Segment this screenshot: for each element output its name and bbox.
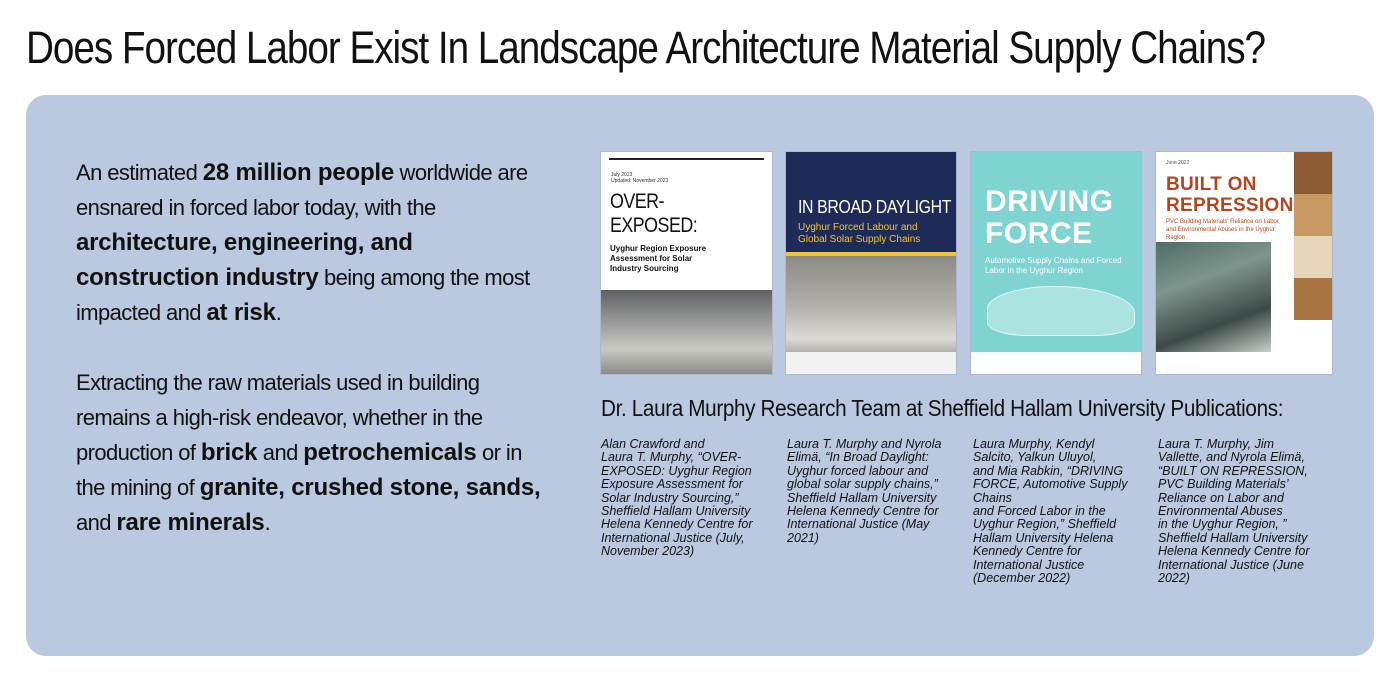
text-run: Extracting the raw materials used in building remains a high-risk endeavor, whether in the production of: [76, 370, 483, 465]
wood-swatch: [1294, 278, 1332, 320]
emphasis-materials: granite, crushed stone, sands,: [199, 474, 541, 501]
cover-photo-plant: [1156, 242, 1271, 352]
emphasis-at-risk: at risk: [206, 299, 276, 326]
wood-swatch: [1294, 194, 1332, 236]
cover-footer: [1156, 352, 1332, 374]
cover-in-broad-daylight[interactable]: [786, 152, 956, 374]
text-run: or in the mining of: [76, 440, 522, 500]
emphasis-28-million: 28 million people: [202, 159, 395, 186]
cover-footer: [786, 352, 956, 374]
emphasis-aec-industry: architecture, engineering, and construction industry: [76, 229, 413, 291]
intro-paragraph-2: [76, 365, 546, 540]
cover-subtitle: Automotive Supply Chains and Forced Labor in the Uyghur Region: [985, 256, 1122, 275]
text-run: An estimated: [76, 160, 203, 185]
text-run: .: [264, 510, 271, 535]
citation-4: Laura T. Murphy, Jim Vallette, and Nyrola Elimä, “BUILT ON REPRESSION, PVC Building Materials’ Reliance on Labor and Environmental Abuses in the Uyghur Region, ” Sheffield Hallam University Helena Kennedy Centre for International Justice (June 2022): [1158, 437, 1310, 586]
wood-swatch: [1294, 152, 1332, 194]
cover-rule: [609, 158, 764, 160]
cover-date: June 2022: [1166, 160, 1190, 166]
cover-subtitle: Uyghur Forced Labour and Global Solar Supply Chains: [798, 222, 921, 245]
cover-driving-force[interactable]: [971, 152, 1141, 374]
cover-title: DRIVING FORCE: [985, 185, 1114, 250]
intro-text: [76, 155, 546, 575]
cover-subtitle: PVC Building Materials' Reliance on Labor and Environmental Abuses in the Uyghur Region: [1166, 219, 1279, 241]
cover-photo-workers: [601, 290, 772, 374]
citation-2: Laura T. Murphy and Nyrola Elimä, “In Broad Daylight: Uyghur forced labour and global solar supply chains,” Sheffield Hallam University Helena Kennedy Centre for International Justice (May 2021): [787, 437, 942, 545]
cover-title: IN BROAD DAYLIGHT: [798, 197, 952, 217]
report-covers: [601, 152, 1331, 374]
citation-3: Laura Murphy, Kendyl Salcito, Yalkun Uluyol, and Mia Rabkin, “DRIVING FORCE, Automotive Supply Chains and Forced Labor in the Uyghur Region,” Sheffield Hallam University Helena Kennedy Centre for International Justice (December 2022): [973, 437, 1128, 586]
wood-swatch: [1294, 236, 1332, 278]
emphasis-petrochemicals: petrochemicals: [303, 439, 477, 466]
citation-1: Alan Crawford and Laura T. Murphy, “OVER- EXPOSED: Uyghur Region Exposure Assessment for Solar Industry Sourcing,” Sheffield Hallam University Helena Kennedy Centre for International Justice (July, November 2023): [601, 437, 753, 559]
text-run: .: [275, 300, 282, 325]
cover-title: OVER- EXPOSED:: [610, 190, 698, 237]
cover-built-on-repression[interactable]: [1156, 152, 1332, 374]
car-illustration: [987, 286, 1135, 336]
text-run: being among the most impacted and: [76, 265, 530, 325]
text-run: worldwide are ensnared in forced labor today, with the: [76, 160, 528, 220]
emphasis-brick: brick: [200, 439, 258, 466]
emphasis-rare-minerals: rare minerals: [116, 509, 265, 536]
page-title: Does Forced Labor Exist In Landscape Architecture Material Supply Chains?: [26, 22, 1266, 73]
cover-date: July 2023 Updated: November 2023: [611, 172, 669, 184]
content-panel: [26, 95, 1374, 656]
publications-heading: Dr. Laura Murphy Research Team at Sheffield Hallam University Publications:: [601, 395, 1284, 421]
intro-paragraph-1: [76, 155, 546, 330]
text-run: and: [76, 510, 117, 535]
text-run: and: [257, 440, 304, 465]
cover-over-exposed[interactable]: [601, 152, 772, 374]
cover-title: BUILT ON REPRESSION: [1166, 174, 1294, 216]
cover-footer: [971, 352, 1141, 374]
cover-subtitle: Uyghur Region Exposure Assessment for Solar Industry Sourcing: [610, 244, 707, 273]
